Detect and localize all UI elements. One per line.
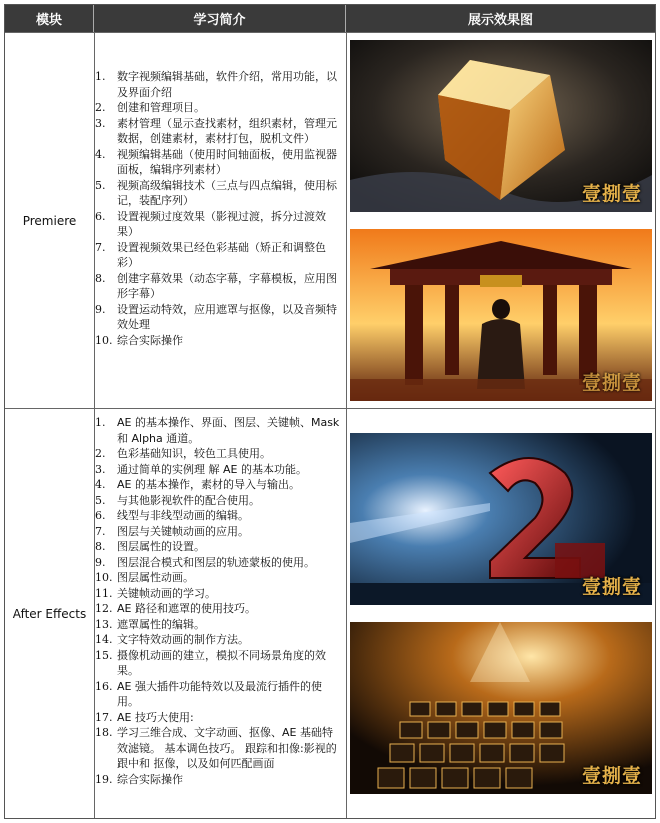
premiere-preview-gate — [350, 229, 652, 401]
topic-number: 3. — [95, 462, 106, 476]
topic-text: 素材管理（显示查找素材，组织素材，管理元数据，创建素材，素材打包，脱机文件） — [117, 116, 337, 145]
topic-item — [95, 462, 345, 478]
topic-text: AE 技巧大使用: — [117, 710, 194, 724]
topic-number: 10. — [95, 571, 113, 584]
topic-number: 5. — [95, 493, 106, 507]
topic-number: 1. — [95, 416, 106, 429]
topic-text: 设置运动特效，应用遮罩与抠像，以及音频特效处理 — [117, 302, 337, 331]
module-premiere: Premiere — [22, 213, 77, 228]
topic-item — [95, 178, 345, 209]
topic-number: 13. — [95, 617, 113, 631]
topic-item — [95, 446, 345, 462]
topic-item — [95, 555, 345, 571]
header-intro: 学习简介 — [94, 5, 346, 32]
topic-item — [95, 570, 345, 586]
topic-text: 线型与非线型动画的编辑。 — [117, 509, 249, 522]
topic-text: AE 路径和遮罩的使用技巧。 — [117, 602, 256, 615]
topic-number: 9. — [95, 555, 106, 569]
topic-number: 17. — [95, 710, 113, 724]
divider — [5, 32, 655, 33]
topic-text: AE 的基本操作、界面、图层、关键帧、Mask 和 Alpha 通道。 — [117, 416, 340, 445]
topic-number: 11. — [95, 586, 113, 600]
topic-number: 6. — [95, 509, 106, 522]
topic-number: 8. — [95, 540, 106, 553]
divider — [5, 408, 655, 409]
topic-number: 12. — [95, 602, 113, 615]
ae-preview-logo — [350, 433, 652, 605]
topic-text: 图层与关键帧动画的应用。 — [117, 524, 249, 538]
topic-number: 10. — [95, 333, 113, 347]
topic-number: 9. — [95, 302, 106, 316]
topic-number: 8. — [95, 271, 106, 285]
topic-text: 图层混合模式和图层的轨迹蒙板的使用。 — [117, 555, 315, 569]
after-effects-topics — [95, 415, 345, 787]
topic-number: 18. — [95, 726, 113, 739]
topic-item — [95, 679, 345, 710]
topic-text: 图层属性的设置。 — [117, 540, 205, 553]
topic-item — [95, 147, 345, 178]
topic-number: 3. — [95, 116, 106, 130]
topic-item — [95, 648, 345, 679]
topic-text: AE 的基本操作，素材的导入与输出。 — [117, 478, 300, 491]
topic-text: 与其他影视软件的配合使用。 — [117, 493, 260, 507]
topic-item — [95, 539, 345, 555]
topic-text: 关键帧动画的学习。 — [117, 586, 216, 600]
course-table — [4, 4, 656, 819]
topic-number: 6. — [95, 209, 106, 223]
header-module: 模块 — [5, 5, 94, 32]
topic-item — [95, 710, 345, 726]
topic-text: 创建和管理项目。 — [117, 101, 205, 114]
topic-text: AE 强大插件功能特效以及最流行插件的使用。 — [117, 679, 322, 708]
topic-text: 视频编辑基础（使用时间轴面板，使用监视器面板，编辑序列素材） — [117, 147, 337, 176]
topic-item — [95, 209, 345, 240]
topic-text: 色彩基础知识，较色工具使用。 — [117, 447, 271, 460]
topic-item — [95, 601, 345, 617]
topic-number: 5. — [95, 178, 106, 192]
watermark: 壹捌壹 — [581, 372, 642, 394]
ae-preview-grid — [350, 622, 652, 794]
topic-number: 7. — [95, 240, 106, 254]
topic-item — [95, 508, 345, 524]
header-preview: 展示效果图 — [346, 5, 655, 32]
topic-text: 通过简单的实例理 解 AE 的基本功能。 — [117, 462, 307, 476]
topic-text: 综合实际操作 — [117, 333, 183, 347]
topic-text: 综合实际操作 — [117, 772, 183, 786]
topic-text: 图层属性动画。 — [117, 571, 194, 584]
topic-item — [95, 617, 345, 633]
topic-item — [95, 586, 345, 602]
topic-item — [95, 302, 345, 333]
topic-text: 设置视频过度效果（影视过渡，拆分过渡效果） — [117, 209, 326, 238]
topic-item — [95, 477, 345, 493]
topic-number: 14. — [95, 633, 113, 646]
topic-text: 设置视频效果已经色彩基础（矫正和调整色彩） — [117, 240, 326, 269]
topic-item — [95, 333, 345, 349]
topic-item — [95, 100, 345, 116]
topic-text: 学习三维合成、文字动画、抠像、AE 基础特效滤镜。 基本调色技巧。 跟踪和扣像:影视的跟中和 抠像，以及如何匹配画面 — [117, 726, 337, 770]
topic-text: 遮罩属性的编辑。 — [117, 617, 205, 631]
topic-number: 19. — [95, 772, 113, 786]
topic-number: 1. — [95, 70, 106, 83]
topic-item — [95, 240, 345, 271]
topic-item — [95, 271, 345, 302]
topic-text: 创建字幕效果（动态字幕，字幕模板，应用图形字幕） — [117, 271, 337, 300]
premiere-topics — [95, 69, 345, 348]
divider — [346, 32, 347, 818]
topic-item — [95, 524, 345, 540]
topic-text: 视频高级编辑技术（三点与四点编辑，使用标记，装配序列） — [117, 178, 337, 207]
topic-number: 16. — [95, 679, 113, 693]
topic-text: 数字视频编辑基础，软件介绍，常用功能，以及界面介绍 — [117, 70, 337, 99]
topic-number: 4. — [95, 478, 106, 491]
topic-number: 7. — [95, 524, 106, 538]
topic-number: 4. — [95, 147, 106, 161]
topic-item — [95, 69, 345, 100]
topic-text: 文字特效动画的制作方法。 — [117, 633, 249, 646]
watermark: 壹捌壹 — [581, 576, 642, 598]
topic-number: 2. — [95, 101, 106, 114]
topic-number: 15. — [95, 648, 113, 662]
topic-number: 2. — [95, 447, 106, 460]
watermark: 壹捌壹 — [581, 183, 642, 205]
watermark: 壹捌壹 — [581, 765, 642, 787]
topic-item — [95, 415, 345, 446]
premiere-preview-cube — [350, 40, 652, 212]
topic-item — [95, 632, 345, 648]
module-after-effects: After Effects — [12, 606, 87, 621]
topic-item — [95, 772, 345, 788]
topic-item — [95, 725, 345, 772]
topic-item — [95, 116, 345, 147]
topic-text: 摄像机动画的建立，模拟不同场景角度的效果。 — [117, 648, 326, 677]
topic-item — [95, 493, 345, 509]
